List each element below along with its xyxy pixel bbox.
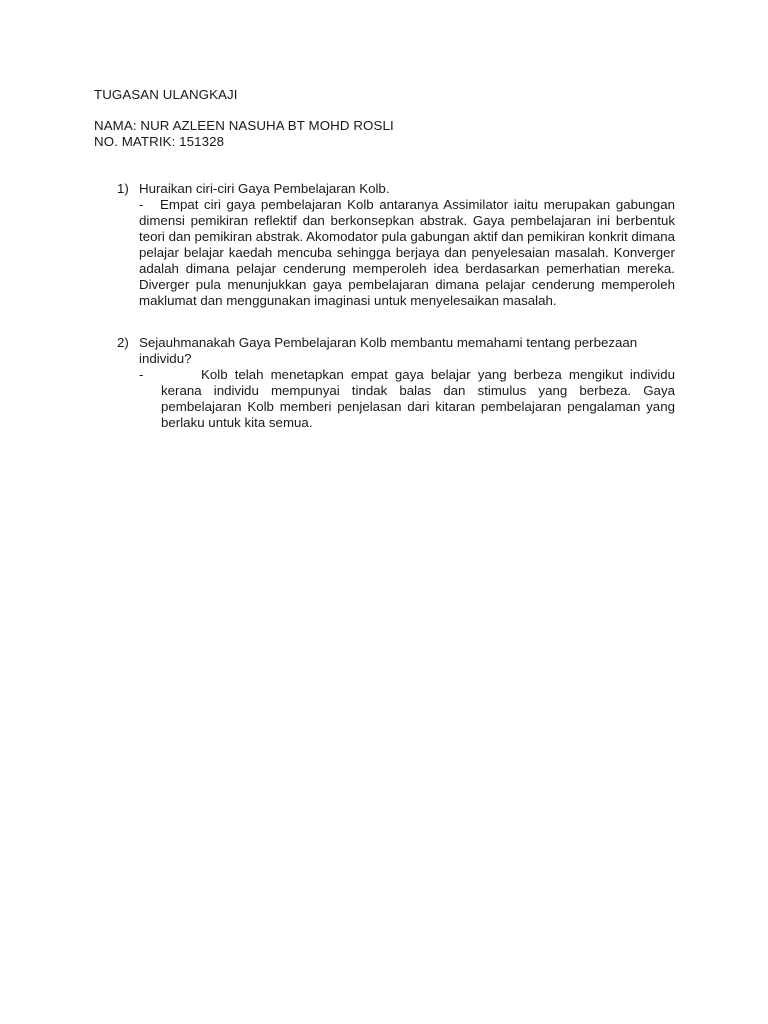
question-block-1 bbox=[117, 181, 675, 309]
answer-dash: - bbox=[139, 367, 144, 382]
answer-text: Empat ciri gaya pembelajaran Kolb antaranya Assimilator iaitu merupakan gabungan dimensi pemikiran reflektif dan berkonsepkan abstrak. Gaya pembelajaran ini berbentuk teori dan pemikiran abstrak. Akomodator pula gabungan aktif dan pemikiran konkrit dimana pelajar belajar kaedah mencuba sehingga berjaya dan penyelesaian masalah. Konverger adalah dimana pelajar cenderung memperoleh idea berdasarkan pemerhatian mereka. Diverger pula menunjukkan gaya pembelajaran dimana pelajar cenderung memperoleh maklumat dan menggunakan imaginasi untuk menyelesaikan masalah. bbox=[139, 197, 675, 308]
answer-dash: - bbox=[139, 197, 144, 212]
document-title: TUGASAN ULANGKAJI bbox=[94, 87, 238, 102]
question-block-2 bbox=[117, 335, 675, 431]
student-name: NAMA: NUR AZLEEN NASUHA BT MOHD ROSLI bbox=[94, 118, 394, 133]
question-text: Sejauhmanakah Gaya Pembelajaran Kolb membantu memahami tentang perbezaan individu? bbox=[139, 335, 638, 366]
question-text: Huraikan ciri-ciri Gaya Pembelajaran Kolb. bbox=[139, 181, 390, 196]
question-2-row bbox=[117, 335, 675, 367]
question-1-row bbox=[117, 181, 675, 197]
answer-text: Kolb telah menetapkan empat gaya belajar yang berbeza mengikut individu kerana individu mempunyai tindak balas dan stimulus yang berbeza. Gaya pembelajaran Kolb memberi penjelasan dari kitaran pembelajaran pengalaman yang berlaku untuk kita semua. bbox=[161, 367, 675, 430]
question-number: 2) bbox=[117, 335, 129, 350]
answer-1 bbox=[139, 197, 675, 309]
question-number: 1) bbox=[117, 181, 129, 196]
answer-2 bbox=[139, 367, 675, 431]
matric-number: NO. MATRIK: 151328 bbox=[94, 134, 225, 149]
